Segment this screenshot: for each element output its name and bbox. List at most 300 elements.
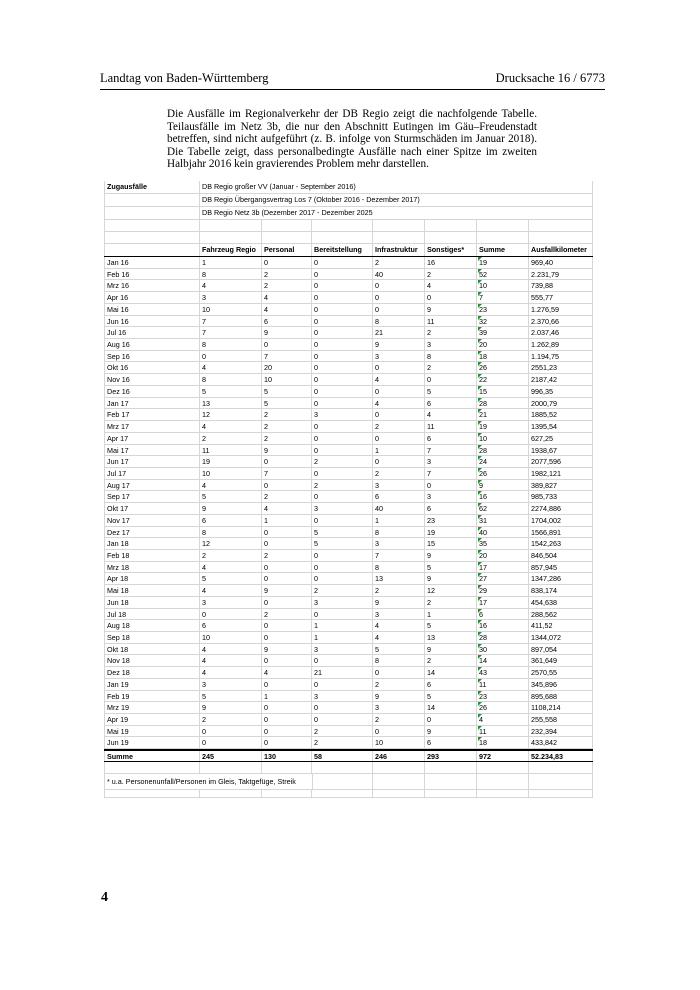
table-cell: 1566,891 <box>529 527 593 538</box>
table-cell: 8 <box>373 562 425 573</box>
month-cell: Sep 18 <box>104 632 200 643</box>
month-cell: Aug 17 <box>104 480 200 491</box>
table-cell: 3 <box>373 480 425 491</box>
table-cell: 0 <box>373 667 425 678</box>
table-row <box>104 655 593 667</box>
table-cell: 32 <box>477 316 529 327</box>
table-cell: 23 <box>425 515 477 526</box>
table-cell: 0 <box>425 292 477 303</box>
column-header: Personal <box>262 244 312 256</box>
table-cell: 0 <box>262 655 312 666</box>
table-cell: 9 <box>425 726 477 737</box>
table-cell: 19 <box>477 421 529 432</box>
month-cell: Mai 16 <box>104 304 200 315</box>
table-cell: 15 <box>477 386 529 397</box>
table-cell: 6 <box>262 316 312 327</box>
table-cell: 4 <box>200 562 262 573</box>
table-cell: 3 <box>373 538 425 549</box>
table-cell: 4 <box>200 280 262 291</box>
table-cell: 1938,67 <box>529 445 593 456</box>
table-cell: 5 <box>312 538 373 549</box>
table-cell: 897,054 <box>529 644 593 655</box>
table-cell: 0 <box>373 304 425 315</box>
table-row <box>104 304 593 316</box>
table-cell: 1395,54 <box>529 421 593 432</box>
month-cell: Apr 18 <box>104 573 200 584</box>
table-cell: 2 <box>262 409 312 420</box>
month-cell: Okt 17 <box>104 503 200 514</box>
running-header <box>100 71 605 90</box>
table-cell: 17 <box>477 597 529 608</box>
table-cell: 2 <box>425 362 477 373</box>
table-cell: 8 <box>373 316 425 327</box>
table-cell: 1 <box>425 609 477 620</box>
month-cell: Aug 16 <box>104 339 200 350</box>
table-cell: 30 <box>477 644 529 655</box>
table-cell: 20 <box>477 339 529 350</box>
table-row <box>104 316 593 328</box>
table-cell: 0 <box>262 257 312 268</box>
table-cell: 19 <box>477 257 529 268</box>
table-cell: 6 <box>200 620 262 631</box>
table-row <box>104 527 593 539</box>
table-row <box>104 515 593 527</box>
table-cell: 2 <box>262 269 312 280</box>
table-row <box>104 585 593 597</box>
month-cell: Mrz 17 <box>104 421 200 432</box>
month-cell: Dez 17 <box>104 527 200 538</box>
table-cell: 0 <box>200 609 262 620</box>
month-cell: Jun 19 <box>104 737 200 748</box>
month-cell: Apr 17 <box>104 433 200 444</box>
table-cell: 1.262,89 <box>529 339 593 350</box>
table-cell: 895,688 <box>529 691 593 702</box>
table-cell: 0 <box>200 351 262 362</box>
table-cell: 21 <box>312 667 373 678</box>
table-cell: 10 <box>477 280 529 291</box>
table-cell: 0 <box>262 538 312 549</box>
table-cell: 40 <box>373 269 425 280</box>
table-cell: 1.194,75 <box>529 351 593 362</box>
table-cell: 15 <box>425 538 477 549</box>
table-cell: 0 <box>373 280 425 291</box>
table-cell: 433,842 <box>529 737 593 748</box>
table-row <box>104 726 593 738</box>
table-body <box>104 257 593 749</box>
month-cell: Okt 16 <box>104 362 200 373</box>
table-cell: 0 <box>312 339 373 350</box>
month-cell: Mrz 19 <box>104 702 200 713</box>
header-document-number: Drucksache 16 / 6773 <box>495 71 605 85</box>
table-row <box>104 456 593 468</box>
table-cell: 4 <box>262 304 312 315</box>
spacer-row <box>104 232 593 244</box>
table-cell: 2 <box>262 280 312 291</box>
table-cell: 2 <box>373 585 425 596</box>
table-cell: 0 <box>262 726 312 737</box>
table-cell: 1 <box>373 515 425 526</box>
table-cell: 6 <box>200 515 262 526</box>
table-cell: 0 <box>373 726 425 737</box>
table-cell: 2.231,79 <box>529 269 593 280</box>
month-cell: Sep 17 <box>104 491 200 502</box>
table-cell: 5 <box>262 386 312 397</box>
header-publisher: Landtag von Baden-Württemberg <box>100 71 269 85</box>
table-cell: 2 <box>373 679 425 690</box>
table-cell: 21 <box>373 327 425 338</box>
table-cell: 5 <box>200 491 262 502</box>
table-cell: 0 <box>262 702 312 713</box>
column-header: Fahrzeug Regio <box>200 244 262 256</box>
table-cell: 1982,121 <box>529 468 593 479</box>
table-cell: 29 <box>477 585 529 596</box>
table-cell: 23 <box>477 304 529 315</box>
month-cell: Apr 19 <box>104 714 200 725</box>
table-cell: 5 <box>312 527 373 538</box>
table-row <box>104 269 593 281</box>
table-cell: 16 <box>425 257 477 268</box>
contract-label: DB Regio großer VV (Januar - September 2016) <box>200 181 593 193</box>
table-cell: 5 <box>200 386 262 397</box>
table-cell: 13 <box>373 573 425 584</box>
table-cell: 2 <box>200 433 262 444</box>
table-row <box>104 421 593 433</box>
table-cell: 0 <box>262 737 312 748</box>
table-row <box>104 480 593 492</box>
table-row <box>104 691 593 703</box>
table-cell: 26 <box>477 702 529 713</box>
table-cell: 9 <box>425 644 477 655</box>
spacer-row <box>104 762 593 774</box>
month-cell: Jan 16 <box>104 257 200 268</box>
table-cell: 2 <box>312 585 373 596</box>
table-cell: 26 <box>477 468 529 479</box>
table-cell: 8 <box>200 374 262 385</box>
table-cell: 43 <box>477 667 529 678</box>
table-cell: 4 <box>373 632 425 643</box>
table-cell: 1704,002 <box>529 515 593 526</box>
table-cell: 2 <box>200 714 262 725</box>
table-cell: 5 <box>425 620 477 631</box>
table-cell: 6 <box>425 737 477 748</box>
table-cell: 4 <box>200 480 262 491</box>
column-header-row <box>104 244 593 257</box>
table-row <box>104 292 593 304</box>
table-title-row <box>104 181 593 194</box>
table-cell: 3 <box>373 609 425 620</box>
table-row <box>104 679 593 691</box>
table-cell: 5 <box>425 562 477 573</box>
table-cell: 3 <box>425 491 477 502</box>
table-cell: 10 <box>200 632 262 643</box>
table-cell: 13 <box>425 632 477 643</box>
table-cell: 2 <box>312 737 373 748</box>
month-cell: Mai 18 <box>104 585 200 596</box>
table-cell: 1885,52 <box>529 409 593 420</box>
contract-row <box>104 194 593 207</box>
table-cell: 0 <box>312 304 373 315</box>
table-cell: 39 <box>477 327 529 338</box>
table-cell: 0 <box>373 386 425 397</box>
table-cell: 0 <box>312 292 373 303</box>
table-row <box>104 667 593 679</box>
table-cell: 9 <box>200 503 262 514</box>
month-cell: Jul 16 <box>104 327 200 338</box>
table-cell: 2 <box>312 480 373 491</box>
table-cell: 0 <box>312 316 373 327</box>
month-cell: Mai 19 <box>104 726 200 737</box>
table-cell: 2 <box>262 550 312 561</box>
month-cell: Aug 18 <box>104 620 200 631</box>
column-header: Bereitstellung <box>312 244 373 256</box>
table-cell: 7 <box>200 327 262 338</box>
table-cell: 2 <box>262 421 312 432</box>
table-cell: 5 <box>425 386 477 397</box>
month-cell: Sep 16 <box>104 351 200 362</box>
contract-row <box>104 207 593 220</box>
month-cell: Feb 19 <box>104 691 200 702</box>
table-cell: 12 <box>200 409 262 420</box>
table-cell: 0 <box>312 351 373 362</box>
table-cell: 7 <box>425 445 477 456</box>
table-row <box>104 562 593 574</box>
table-cell: 0 <box>373 292 425 303</box>
table-cell: 3 <box>200 597 262 608</box>
table-cell: 0 <box>312 468 373 479</box>
table-row <box>104 609 593 621</box>
month-cell: Feb 17 <box>104 409 200 420</box>
table-cell: 9 <box>373 597 425 608</box>
table-cell: 18 <box>477 737 529 748</box>
table-cell: 3 <box>200 292 262 303</box>
table-cell: 20 <box>262 362 312 373</box>
table-cell: 555,77 <box>529 292 593 303</box>
table-cell: 14 <box>425 702 477 713</box>
month-cell: Mai 17 <box>104 445 200 456</box>
sum-cell: 58 <box>312 751 373 761</box>
table-cell: 17 <box>477 562 529 573</box>
table-cell: 2000,79 <box>529 398 593 409</box>
table-cell: 0 <box>262 573 312 584</box>
table-cell: 0 <box>312 609 373 620</box>
table-cell: 11 <box>477 726 529 737</box>
table-cell: 0 <box>262 632 312 643</box>
table-row <box>104 714 593 726</box>
sum-cell: 293 <box>425 751 477 761</box>
table-cell: 3 <box>425 339 477 350</box>
table-cell: 2570,55 <box>529 667 593 678</box>
table-row <box>104 550 593 562</box>
footnote-row <box>104 774 593 790</box>
table-cell: 9 <box>425 550 477 561</box>
table-cell: 5 <box>200 691 262 702</box>
table-cell: 1347,286 <box>529 573 593 584</box>
month-cell: Nov 17 <box>104 515 200 526</box>
table-cell: 9 <box>425 573 477 584</box>
table-cell: 0 <box>262 679 312 690</box>
table-cell: 1 <box>262 691 312 702</box>
table-cell: 9 <box>262 327 312 338</box>
month-cell: Jan 17 <box>104 398 200 409</box>
contract-label: DB Regio Netz 3b (Dezember 2017 - Dezember 2025 <box>200 207 593 219</box>
table-cell: 1.276,59 <box>529 304 593 315</box>
month-cell: Feb 16 <box>104 269 200 280</box>
table-cell: 4 <box>477 714 529 725</box>
table-cell: 838,174 <box>529 585 593 596</box>
table-cell: 2274,886 <box>529 503 593 514</box>
footnote: * u.a. Personenunfall/Personen im Gleis, Taktgefüge, Streik <box>104 774 312 789</box>
table-cell: 4 <box>425 280 477 291</box>
table-cell: 2 <box>312 726 373 737</box>
table-row <box>104 327 593 339</box>
table-cell: 0 <box>312 655 373 666</box>
table-cell: 389,827 <box>529 480 593 491</box>
table-cell: 11 <box>477 679 529 690</box>
table-cell: 7 <box>262 468 312 479</box>
table-cell: 0 <box>312 679 373 690</box>
table-cell: 4 <box>200 667 262 678</box>
table-cell: 9 <box>262 644 312 655</box>
table-cell: 0 <box>312 386 373 397</box>
table-cell: 19 <box>425 527 477 538</box>
table-cell: 454,638 <box>529 597 593 608</box>
table-cell: 4 <box>373 620 425 631</box>
table-cell: 2551,23 <box>529 362 593 373</box>
table-cell: 2 <box>262 433 312 444</box>
table-cell: 0 <box>373 433 425 444</box>
table-row <box>104 597 593 609</box>
table-row <box>104 445 593 457</box>
table-cell: 19 <box>200 456 262 467</box>
column-header: Sonstiges* <box>425 244 477 256</box>
table-cell: 4 <box>425 409 477 420</box>
table-cell: 3 <box>200 679 262 690</box>
table-cell: 2 <box>373 468 425 479</box>
table-cell: 985,733 <box>529 491 593 502</box>
table-cell: 2 <box>373 714 425 725</box>
table-cell: 0 <box>312 327 373 338</box>
table-cell: 0 <box>262 597 312 608</box>
table-cell: 1542,263 <box>529 538 593 549</box>
table-cell: 0 <box>312 573 373 584</box>
table-cell: 232,394 <box>529 726 593 737</box>
table-cell: 0 <box>312 362 373 373</box>
month-cell: Nov 18 <box>104 655 200 666</box>
table-cell: 411,52 <box>529 620 593 631</box>
table-cell: 1108,214 <box>529 702 593 713</box>
table-cell: 4 <box>200 655 262 666</box>
table-cell: 8 <box>200 269 262 280</box>
table-cell: 8 <box>425 351 477 362</box>
table-cell: 12 <box>200 538 262 549</box>
table-cell: 8 <box>373 527 425 538</box>
table-cell: 21 <box>477 409 529 420</box>
table-cell: 11 <box>200 445 262 456</box>
table-row <box>104 374 593 386</box>
table-cell: 3 <box>312 409 373 420</box>
table-cell: 0 <box>262 339 312 350</box>
table-cell: 40 <box>373 503 425 514</box>
month-cell: Jan 19 <box>104 679 200 690</box>
table-cell: 3 <box>373 702 425 713</box>
table-cell: 0 <box>312 714 373 725</box>
month-cell: Jun 16 <box>104 316 200 327</box>
table-cell: 8 <box>200 527 262 538</box>
table-cell: 5 <box>425 691 477 702</box>
table-cell: 3 <box>312 691 373 702</box>
table-cell: 4 <box>200 644 262 655</box>
table-cell: 2 <box>373 257 425 268</box>
table-cell: 10 <box>262 374 312 385</box>
table-cell: 6 <box>425 679 477 690</box>
table-cell: 0 <box>312 433 373 444</box>
table-cell: 8 <box>200 339 262 350</box>
sum-cell: Summe <box>104 751 200 761</box>
table-cell: 3 <box>312 597 373 608</box>
table-cell: 6 <box>477 609 529 620</box>
table-row <box>104 573 593 585</box>
table-cell: 13 <box>200 398 262 409</box>
table-row <box>104 491 593 503</box>
column-header <box>104 244 200 256</box>
table-cell: 24 <box>477 456 529 467</box>
table-cell: 4 <box>200 585 262 596</box>
table-cell: 2 <box>262 609 312 620</box>
month-cell: Dez 16 <box>104 386 200 397</box>
table-row <box>104 351 593 363</box>
table-cell: 5 <box>262 398 312 409</box>
month-cell: Jun 17 <box>104 456 200 467</box>
sum-cell: 246 <box>373 751 425 761</box>
page-number: 4 <box>101 890 108 905</box>
table-cell: 35 <box>477 538 529 549</box>
table-cell: 345,896 <box>529 679 593 690</box>
table-cell: 11 <box>425 316 477 327</box>
table-cell: 0 <box>312 562 373 573</box>
table-cell: 7 <box>200 316 262 327</box>
table-cell: 9 <box>477 480 529 491</box>
table-cell: 0 <box>425 374 477 385</box>
table-cell: 22 <box>477 374 529 385</box>
month-cell: Jul 17 <box>104 468 200 479</box>
table-cell: 9 <box>373 691 425 702</box>
table-cell: 9 <box>262 585 312 596</box>
month-cell: Jul 18 <box>104 609 200 620</box>
table-cell: 0 <box>262 456 312 467</box>
table-cell: 6 <box>425 398 477 409</box>
table-cell: 3 <box>312 503 373 514</box>
table-cell: 857,945 <box>529 562 593 573</box>
table-cell: 4 <box>200 421 262 432</box>
table-cell: 0 <box>262 714 312 725</box>
table-cell: 3 <box>373 351 425 362</box>
table-cell: 10 <box>200 304 262 315</box>
table-cell: 8 <box>373 655 425 666</box>
table-row <box>104 362 593 374</box>
table-cell: 4 <box>262 667 312 678</box>
month-cell: Okt 18 <box>104 644 200 655</box>
month-cell: Jan 18 <box>104 538 200 549</box>
table-cell: 2 <box>200 550 262 561</box>
table-cell: 4 <box>262 292 312 303</box>
table-cell: 23 <box>477 691 529 702</box>
table-cell: 4 <box>373 374 425 385</box>
table-cell: 28 <box>477 632 529 643</box>
table-cell: 288,562 <box>529 609 593 620</box>
table-cell: 0 <box>312 374 373 385</box>
table-cell: 996,35 <box>529 386 593 397</box>
table-cell: 4 <box>373 398 425 409</box>
